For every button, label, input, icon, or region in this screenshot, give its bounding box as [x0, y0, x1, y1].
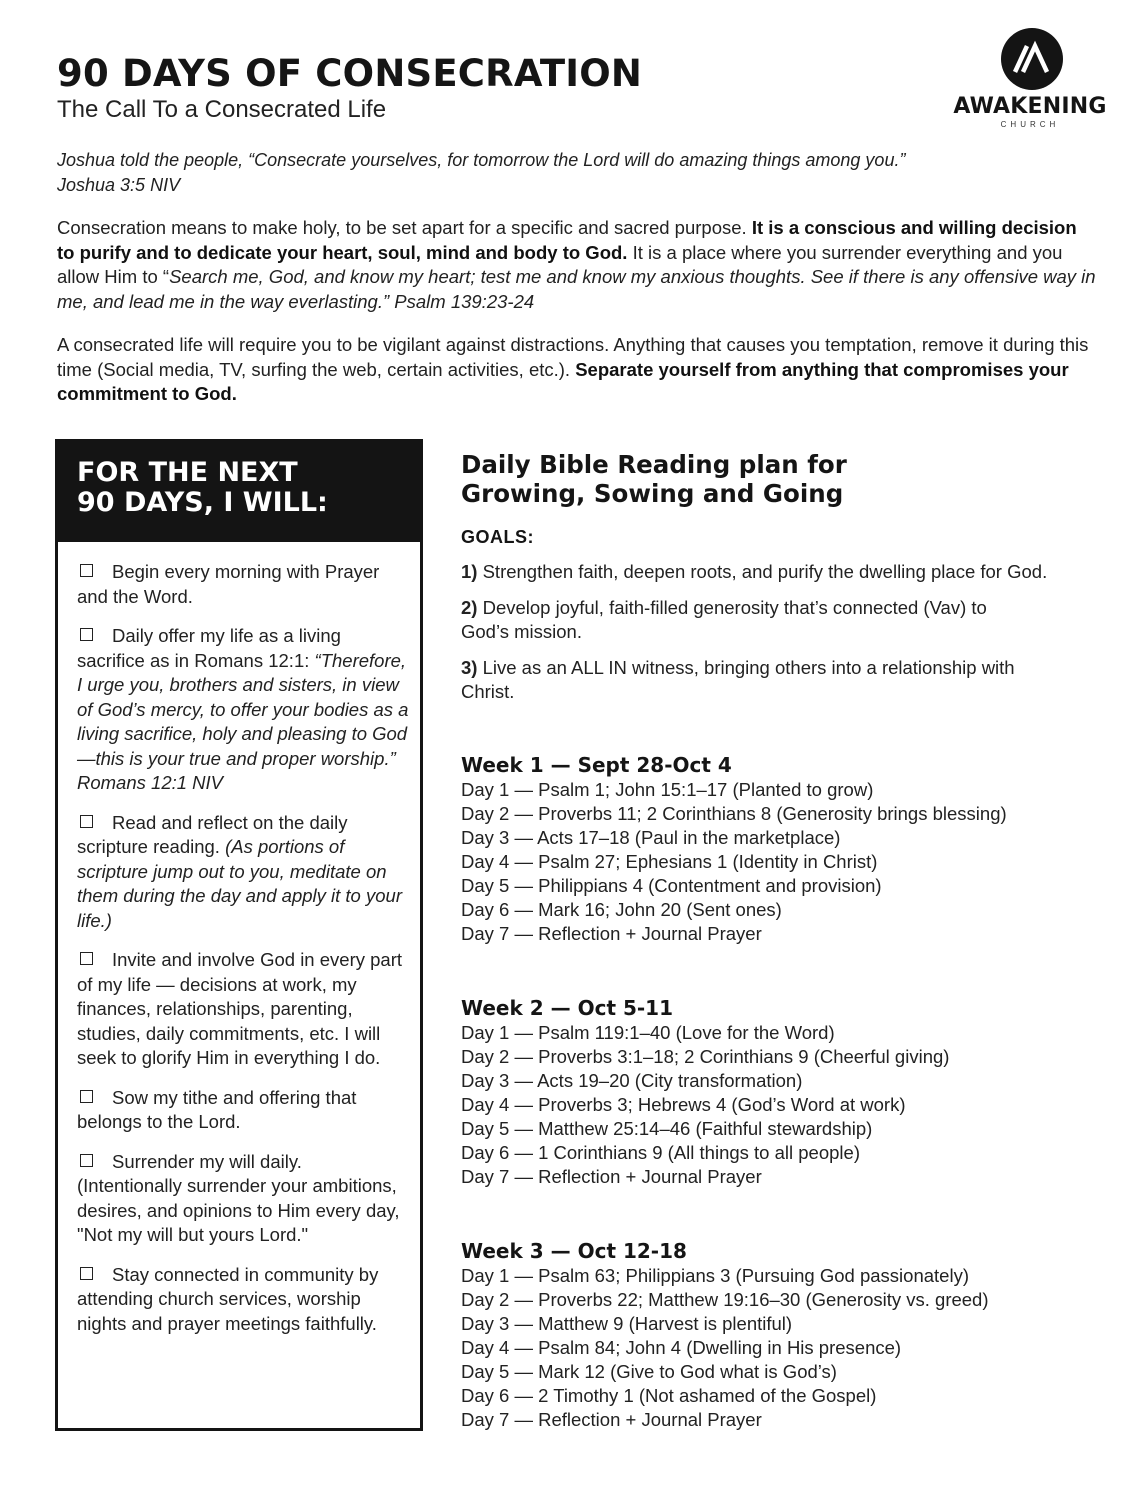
reading-day: Day 2 — Proverbs 11; 2 Corinthians 8 (Generosity brings blessing) [461, 803, 1007, 824]
logo-subtext: CHURCH [1000, 120, 1060, 129]
intro-text: It is a place where you surrender everything and you allow Him to “ [57, 241, 1063, 287]
reading-day: Day 5 — Matthew 25:14–46 (Faithful stewardship) [461, 1118, 873, 1139]
reading-day: Day 1 — Psalm 63; Philippians 3 (Pursuing God passionately) [461, 1265, 969, 1286]
heading-line: 90 DAYS, I WILL: [77, 487, 328, 518]
reading-day: Day 4 — Psalm 27; Ephesians 1 (Identity in Christ) [461, 851, 878, 872]
week-2-schedule [461, 995, 1111, 1189]
goal-item: 2) Develop joyful, faith-filled generosity that’s connected (Vav) to God’s mission. [461, 597, 987, 642]
reading-day: Day 5 — Mark 12 (Give to God what is God’s) [461, 1361, 837, 1382]
commitment-item: Surrender my will daily. (Intentionally surrender your ambitions, desires, and opinions to Him every day, "Not my will but yours Lord." [77, 1150, 400, 1245]
reading-day: Day 2 — Proverbs 3:1–18; 2 Corinthians 9 (Cheerful giving) [461, 1046, 950, 1067]
reading-day: Day 1 — Psalm 119:1–40 (Love for the Word) [461, 1022, 835, 1043]
week-title: Week 3 — Oct 12-18 [461, 1239, 687, 1263]
reading-plan-intro [461, 450, 1111, 704]
week-title: Week 2 — Oct 5-11 [461, 996, 674, 1020]
page-subtitle: The Call To a Consecrated Life [57, 96, 387, 123]
checkbox[interactable] [80, 1267, 93, 1280]
week-title: Week 1 — Sept 28-Oct 4 [461, 753, 732, 777]
intro-scripture: Search me, God, and know my heart; test me and know my anxious thoughts. See if there is any offensive way in me, and lead me in the way everlasting.” Psalm 139:23-24 [57, 266, 1096, 312]
heading-line: FOR THE NEXT [77, 457, 298, 488]
checkbox[interactable] [80, 1090, 93, 1103]
reading-day: Day 6 — 2 Timothy 1 (Not ashamed of the Gospel) [461, 1385, 877, 1406]
reading-day: Day 3 — Acts 19–20 (City transformation) [461, 1070, 803, 1091]
goals-label: GOALS: [461, 527, 534, 547]
commitment-item: Begin every morning with Prayer and the Word. [77, 561, 380, 607]
commitment-item: Daily offer my life as a living sacrifice as in Romans 12:1: “Therefore, I urge you, brothers and sisters, in view of God’s mercy, to offer your bodies as a living sacrifice, holy and pleasing to God—this is your true and proper worship.” Romans 12:1 NIV [77, 625, 409, 793]
intro-emphasis: Separate yourself from anything that compromises your commitment to God. [57, 358, 1069, 404]
reading-day: Day 6 — 1 Corinthians 9 (All things to all people) [461, 1142, 860, 1163]
reading-day: Day 3 — Acts 17–18 (Paul in the marketplace) [461, 827, 841, 848]
week-3-schedule [461, 1238, 1111, 1432]
reading-day: Day 7 — Reflection + Journal Prayer [461, 923, 762, 944]
intro-text: Consecration means to make holy, to be set apart for a specific and sacred purpose. [57, 217, 747, 238]
scripture-reference: Joshua 3:5 NIV [57, 175, 181, 195]
scripture-text: Joshua told the people, “Consecrate yourselves, for tomorrow the Lord will do amazing things among you.” [57, 150, 906, 170]
intro-paragraph-1 [57, 216, 1097, 314]
checkbox[interactable] [80, 628, 93, 641]
intro-emphasis: It is a conscious and willing decision to purify and to dedicate your heart, soul, mind and body to God. [57, 217, 1077, 263]
goal-item: 3) Live as an ALL IN witness, bringing others into a relationship with Christ. [461, 657, 1015, 702]
reading-day: Day 4 — Proverbs 3; Hebrews 4 (God’s Word at work) [461, 1094, 906, 1115]
reading-day: Day 5 — Philippians 4 (Contentment and provision) [461, 875, 882, 896]
commitments-box [55, 439, 423, 1431]
commitment-item: Sow my tithe and offering that belongs to the Lord. [77, 1086, 357, 1132]
reading-day: Day 1 — Psalm 1; John 15:1–17 (Planted to grow) [461, 779, 874, 800]
reading-day: Day 4 — Psalm 84; John 4 (Dwelling in His presence) [461, 1337, 902, 1358]
goal-item: 1) Strengthen faith, deepen roots, and purify the dwelling place for God. [461, 561, 1048, 582]
reading-day: Day 7 — Reflection + Journal Prayer [461, 1166, 762, 1187]
plan-title: Daily Bible Reading plan for Growing, Sowing and Going [461, 450, 847, 508]
reading-day: Day 2 — Proverbs 22; Matthew 19:16–30 (Generosity vs. greed) [461, 1289, 989, 1310]
checkbox[interactable] [80, 815, 93, 828]
commitment-item: Stay connected in community by attending church services, worship nights and prayer meetings faithfully. [77, 1263, 379, 1334]
church-logo [945, 28, 1115, 138]
checkbox[interactable] [80, 952, 93, 965]
week-1-schedule [461, 752, 1111, 946]
logo-mark-icon [1001, 28, 1063, 90]
reading-day: Day 6 — Mark 16; John 20 (Sent ones) [461, 899, 782, 920]
intro-text: A consecrated life will require you to be vigilant against distractions. Anything that causes you temptation, remove it during this time (Social media, TV, surfing the web, certain activities, etc.). [57, 334, 1089, 380]
checkbox[interactable] [80, 564, 93, 577]
opening-scripture [57, 148, 1097, 198]
logo-wordmark: AWAKENING [953, 94, 1107, 119]
commitment-item: Read and reflect on the daily scripture reading. (As portions of scripture jump out to you, meditate on them during the day and apply it to your life.) [77, 811, 402, 931]
reading-day: Day 7 — Reflection + Journal Prayer [461, 1409, 762, 1430]
commitments-heading [58, 442, 420, 542]
intro-paragraph-2 [57, 333, 1097, 407]
checkbox[interactable] [80, 1154, 93, 1167]
reading-day: Day 3 — Matthew 9 (Harvest is plentiful) [461, 1313, 793, 1334]
page-title: 90 DAYS OF CONSECRATION [57, 52, 643, 95]
commitment-item: Invite and involve God in every part of my life — decisions at work, my finances, relationships, parenting, studies, daily commitments, etc. I will seek to glorify Him in everything I do. [77, 949, 402, 1068]
